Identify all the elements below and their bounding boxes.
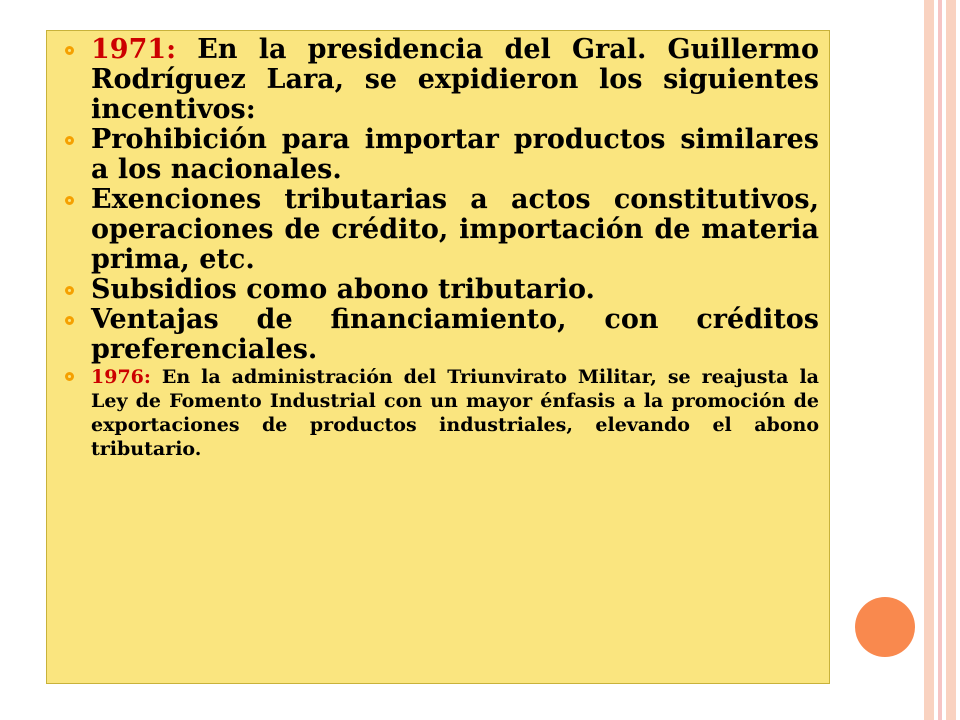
year-label: 1976: [91, 366, 151, 388]
bullet-circle-icon [65, 46, 74, 55]
bullet-list [61, 35, 819, 461]
decorative-circle-icon [855, 597, 915, 657]
stripe-peach-outer [924, 0, 934, 720]
bullet-circle-icon [65, 372, 74, 381]
bullet-item-1976 [61, 365, 819, 461]
bullet-text: Ventajas de financiamiento, con créditos preferenciales. [91, 304, 819, 365]
decorative-stripes [924, 0, 960, 720]
stripe-peach-inner [946, 0, 956, 720]
bullet-circle-icon [65, 286, 74, 295]
bullet-circle-icon [65, 196, 74, 205]
content-textbox [46, 30, 830, 684]
bullet-item-prohibicion [61, 125, 819, 185]
bullet-text: En la presidencia del Gral. Guillermo Rodríguez Lara, se expidieron los siguientes incentivos: [91, 34, 819, 125]
bullet-text: Exenciones tributarias a actos constitutivos, operaciones de crédito, importación de materia prima, etc. [91, 184, 819, 275]
bullet-text: En la administración del Triunvirato Militar, se reajusta la Ley de Fomento Industrial con un mayor énfasis a la promoción de exportaciones de productos industriales, elevando el abono tributario. [91, 366, 819, 460]
bullet-text: Prohibición para importar productos similares a los nacionales. [91, 124, 819, 185]
bullet-item-ventajas [61, 305, 819, 365]
bullet-item-1971 [61, 35, 819, 125]
year-label: 1971: [91, 34, 177, 65]
bullet-text: Subsidios como abono tributario. [91, 274, 595, 305]
bullet-circle-icon [65, 316, 74, 325]
bullet-item-exenciones [61, 185, 819, 275]
bullet-item-subsidios [61, 275, 819, 305]
stripe-pink [938, 0, 942, 720]
bullet-circle-icon [65, 136, 74, 145]
